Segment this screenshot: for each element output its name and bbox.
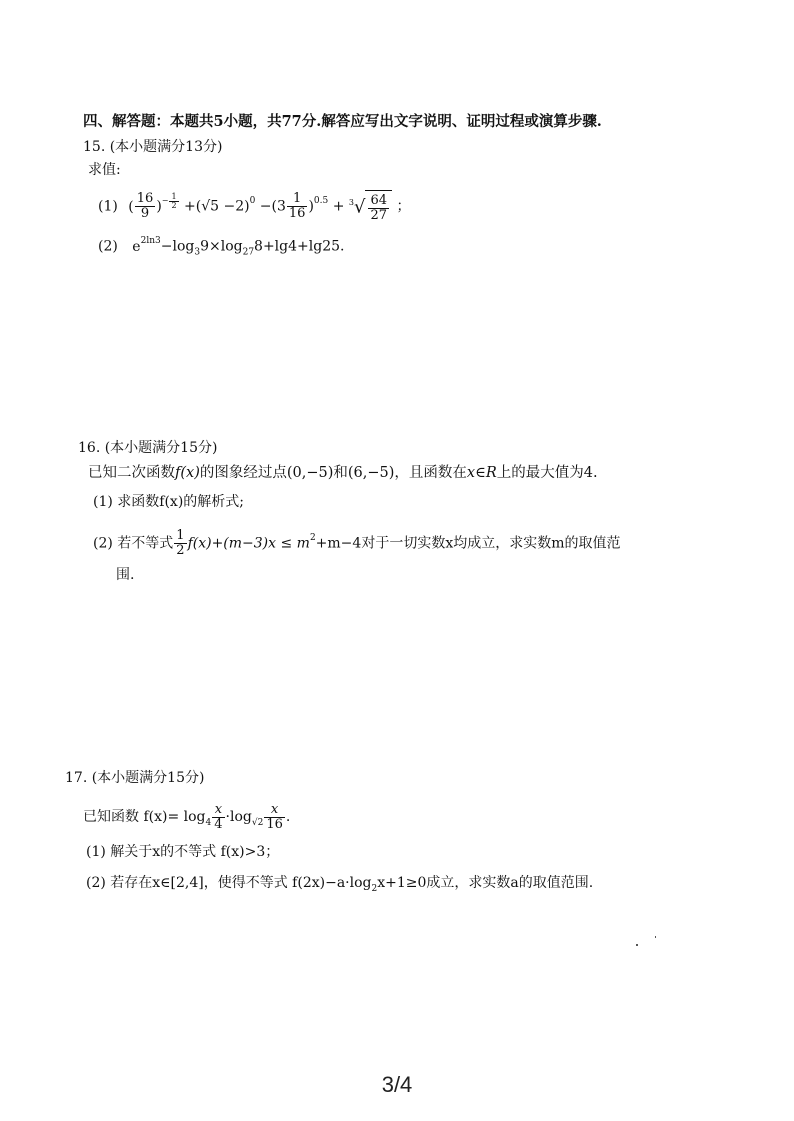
q16-and: 和	[333, 465, 348, 481]
q15-term2-exp: 0	[249, 196, 256, 206]
q16-point1: (0,−5)	[286, 465, 334, 481]
q17-title: 17. (本小题满分15分)	[65, 770, 205, 786]
q17-part1: (1) 解关于x的不等式 f(x)>3；	[86, 844, 280, 860]
q15-part2-e: e	[132, 238, 141, 255]
q15-part2-base1: 3	[194, 247, 201, 258]
q16-stmt-a: 已知二次函数	[88, 465, 175, 481]
q17-part2	[86, 873, 593, 899]
q17-frac1-num: x	[212, 803, 224, 818]
q17-frac2-num: x	[264, 803, 285, 818]
q17-end: .	[285, 809, 291, 825]
q15-term3-pre: −(3	[259, 198, 286, 215]
q17-base1: 4	[205, 817, 212, 828]
q15-part2-text-c: 8+lg4+lg25.	[254, 238, 345, 255]
q15-frac1-den: 9	[140, 206, 150, 222]
q15-title: 15. (本小题满分13分)	[83, 139, 223, 155]
q16-part2-ineq: f(x)+(m−3)x ≤ m	[187, 535, 310, 552]
q16-part2-den: 2	[176, 543, 185, 559]
q15-term3-post: )	[308, 198, 314, 215]
q17-mid: ·log	[225, 809, 252, 825]
q15-frac3-num: 1	[287, 192, 308, 207]
q16-part2-num: 1	[176, 528, 185, 544]
q15-term2: +(√5 −2)	[184, 198, 250, 215]
q16-stmt-d: 上的最大值为4.	[496, 465, 598, 481]
q15-part1-frac1	[135, 192, 156, 221]
q16-part2-rest: +m−4对于一切实数x均成立，求实数m的取值范	[315, 535, 621, 552]
q16-stmt-b: 的图象经过点	[199, 465, 287, 481]
q16-part2-sq: 2	[309, 533, 316, 543]
q15-exp-num: 1	[171, 191, 177, 201]
q17-part2-a: (2) 若存在x∈[2,4]，使得不等式 f(2x)−a·log	[86, 875, 372, 891]
q16-title: 16. (本小题满分15分)	[78, 440, 218, 456]
section-heading: 四、解答题：本题共5小题，共77分.解答应写出文字说明、证明过程或演算步骤.	[83, 113, 602, 130]
q15-exp-sign: −	[161, 196, 169, 205]
q15-frac3-den: 16	[288, 206, 306, 222]
q15-term3-exp: 0.5	[313, 196, 329, 206]
q15-root-num: 64	[370, 192, 388, 208]
scan-speck	[636, 944, 638, 946]
q15-cube-root: $^3$√ $\frac{64}{27}$	[349, 188, 392, 226]
q17-part2-b: x+1≥0成立，求实数a的取值范围.	[377, 875, 594, 891]
q15-part2	[98, 233, 344, 262]
page-number: 3/4	[381, 1072, 413, 1097]
q15-intro: 求值:	[88, 162, 121, 178]
q17-frac2-den: 16	[266, 816, 283, 832]
q15-part2-base2: 27	[242, 247, 255, 258]
q15-part1: (1) ( $\frac{16}{9}$ )$^{- \frac{1}{2}}$ $+(√5 -2)^0 -(3$ $\frac{1}{16}$ )$^{0.5}$ + $^3$√ $\frac{64}{27}$ ；	[98, 186, 410, 226]
q16-part2-label: (2) 若不等式	[93, 535, 174, 552]
q15-frac1-num: 16	[136, 191, 154, 207]
q16-domain: x∈R	[466, 465, 497, 481]
q17-part2-base: 2	[371, 883, 378, 894]
q17-stmt-a: 已知函数 f(x)= log	[83, 809, 206, 825]
q16-statement	[88, 463, 598, 483]
q16-point2: (6,−5)	[347, 465, 395, 481]
q15-part2-text-a: −log	[160, 238, 195, 255]
q17-statement	[83, 800, 290, 840]
q15-part2-label: (2)	[98, 238, 118, 255]
q15-root-index: 3	[348, 197, 354, 207]
q16-fx: f(x)	[175, 465, 200, 481]
q17-base2: √2	[251, 817, 264, 828]
q16-stmt-c: ，且函数在	[394, 465, 467, 481]
q15-exp-den: 2	[171, 200, 177, 210]
scan-speck	[655, 936, 656, 938]
q16-part2	[93, 525, 621, 559]
q15-part1-frac3	[287, 192, 308, 221]
q15-part2-text-b: 9×log	[200, 238, 243, 255]
q15-part1-label: (1)	[98, 198, 118, 215]
q15-root-den: 27	[370, 207, 388, 223]
q17-frac1-den: 4	[214, 816, 223, 832]
q15-part1-end: ；	[396, 198, 411, 215]
q15-part2-e-exp: 2ln3	[140, 236, 161, 246]
q16-part1: (1) 求函数f(x)的解析式;	[93, 494, 244, 510]
q16-part2-cont: 围.	[116, 567, 135, 583]
q15-plus: +	[332, 198, 345, 215]
